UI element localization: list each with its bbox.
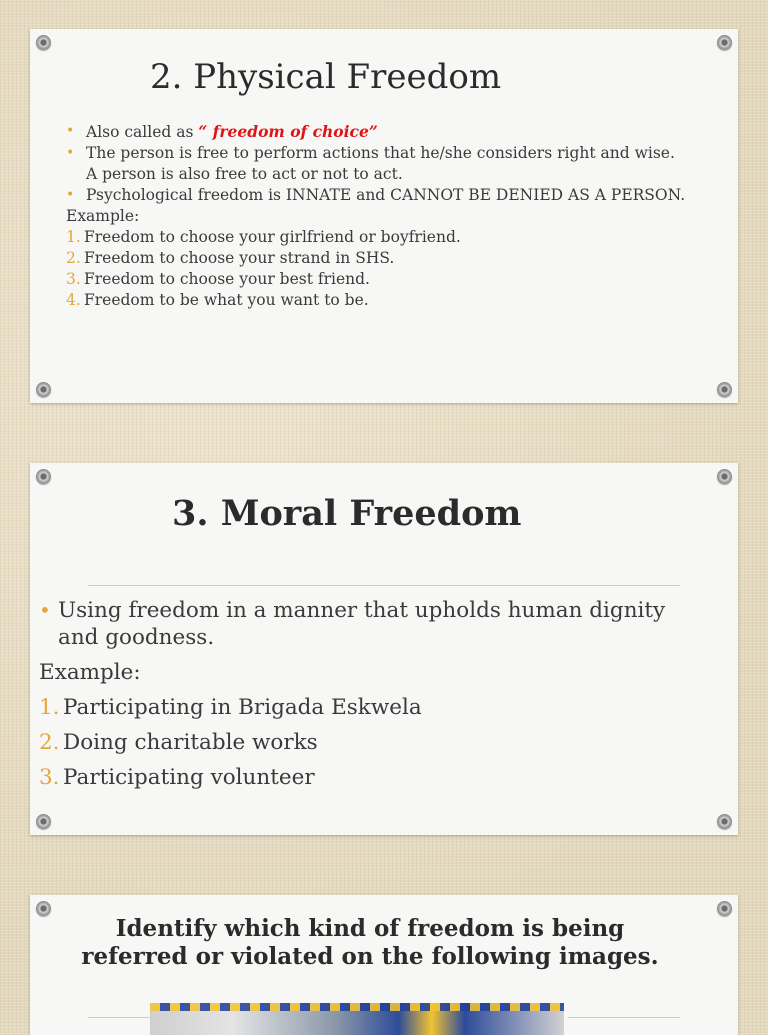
screw-icon <box>717 35 732 50</box>
bullet-icon: • <box>66 123 75 139</box>
list-item <box>39 694 719 721</box>
list-number: 2. <box>39 730 60 755</box>
list-number: 1. <box>66 228 81 246</box>
bullet-item <box>39 597 719 651</box>
heading-line: Identify which kind of freedom is being <box>115 915 625 942</box>
list-item <box>66 248 726 269</box>
list-number: 2. <box>66 249 81 267</box>
screw-icon <box>36 382 51 397</box>
heading-line: referred or violated on the following images. <box>81 943 659 970</box>
bullet-text: Also called as <box>86 123 199 141</box>
list-text: Freedom to be what you want to be. <box>84 291 369 309</box>
screw-icon <box>36 35 51 50</box>
bullet-item <box>66 143 726 185</box>
slide-content <box>39 597 719 791</box>
bullet-text-continued: and goodness. <box>58 625 215 650</box>
list-item <box>39 764 719 791</box>
screw-icon <box>36 814 51 829</box>
bullet-text: Using freedom in a manner that upholds human dignity <box>58 598 666 623</box>
screw-icon <box>717 901 732 916</box>
list-number: 3. <box>66 270 81 288</box>
list-number: 1. <box>39 695 60 720</box>
list-text: Participating volunteer <box>63 765 315 790</box>
list-text: Freedom to choose your girlfriend or boyfriend. <box>84 228 461 246</box>
title-divider <box>88 585 680 586</box>
example-label: Example: <box>39 660 141 685</box>
list-item <box>66 227 726 248</box>
bullet-text: Psychological freedom is INNATE and CANNOT BE DENIED AS A PERSON. <box>86 186 686 204</box>
example-photo <box>150 1003 564 1035</box>
list-text: Doing charitable works <box>63 730 318 755</box>
bullet-icon: • <box>39 598 51 622</box>
list-text: Participating in Brigada Eskwela <box>63 695 422 720</box>
screw-icon <box>717 469 732 484</box>
slide-heading <box>50 915 690 971</box>
slide-identify-freedom <box>30 895 738 1035</box>
list-number: 3. <box>39 765 60 790</box>
slide-moral-freedom <box>30 463 738 835</box>
screw-icon <box>717 382 732 397</box>
screw-icon <box>717 814 732 829</box>
list-item <box>66 290 726 311</box>
bullet-icon: • <box>66 145 75 161</box>
photo-banner-detail <box>150 1003 564 1011</box>
bullet-icon: • <box>66 187 75 203</box>
example-label: Example: <box>66 207 140 225</box>
divider-right <box>568 1017 680 1018</box>
list-number: 4. <box>66 291 81 309</box>
bullet-text: The person is free to perform actions that he/she considers right and wise. <box>86 144 675 162</box>
bullet-text-continued: A person is also free to act or not to act. <box>86 165 403 183</box>
list-item <box>66 269 726 290</box>
screw-icon <box>36 901 51 916</box>
list-item <box>39 729 719 756</box>
slide-title: 2. Physical Freedom <box>150 57 502 97</box>
highlight-text: “ freedom of choice” <box>198 122 378 141</box>
screw-icon <box>36 469 51 484</box>
bullet-item <box>66 121 726 143</box>
divider-left <box>88 1017 150 1018</box>
slide-physical-freedom <box>30 29 738 403</box>
list-text: Freedom to choose your best friend. <box>84 270 370 288</box>
bullet-item <box>66 185 726 206</box>
slide-content <box>66 121 726 311</box>
list-text: Freedom to choose your strand in SHS. <box>84 249 395 267</box>
slide-title: 3. Moral Freedom <box>172 493 522 534</box>
